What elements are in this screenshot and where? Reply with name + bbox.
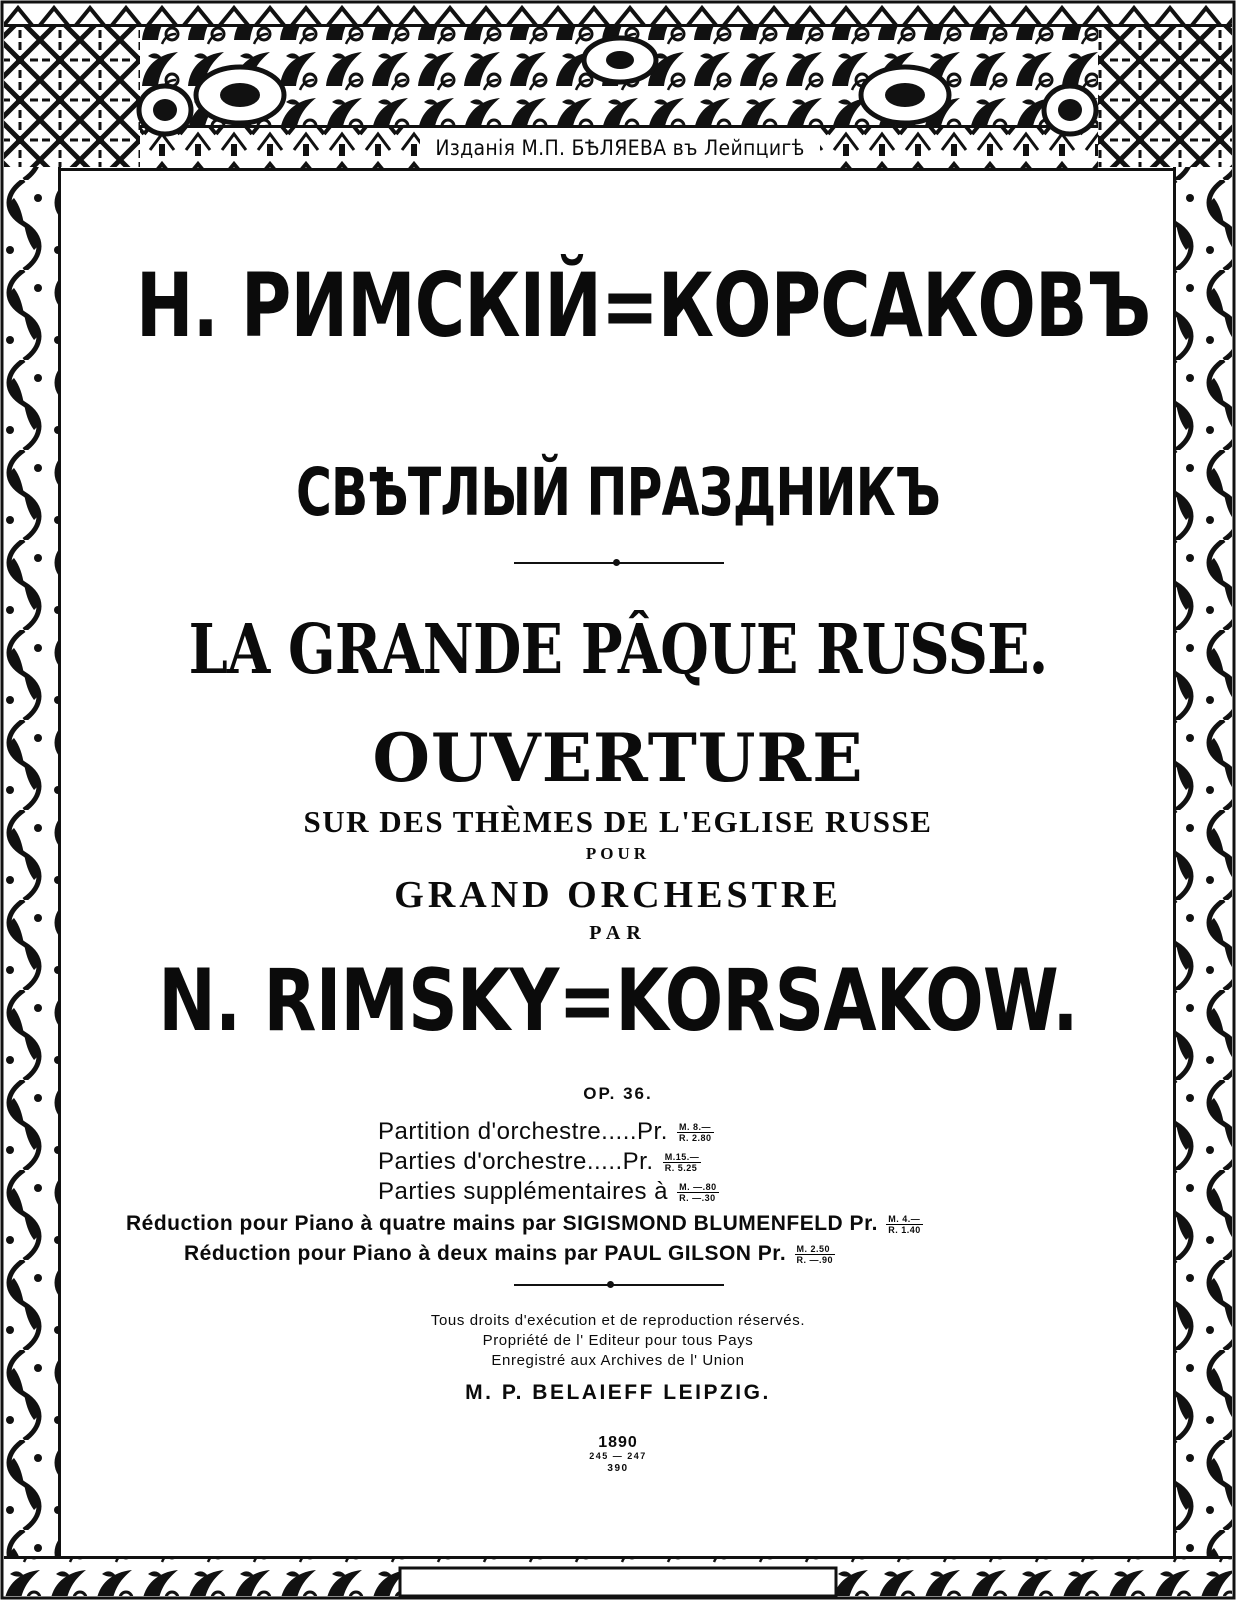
- registration-notice: Enregistré aux Archives de l' Union: [491, 1352, 745, 1369]
- pour-label: POUR: [585, 844, 651, 863]
- price-row: [378, 1178, 719, 1206]
- price-fraction: [677, 1182, 719, 1203]
- price-fraction: [886, 1214, 923, 1235]
- divider-rule: [514, 1284, 724, 1286]
- price-row: [184, 1240, 835, 1268]
- work-title-russian: СВѢТЛЫЙ ПРАЗДНИКЪ: [295, 454, 941, 531]
- price-label: Parties supplémentaires à: [378, 1178, 668, 1205]
- price-marks: M. 2.50: [795, 1244, 836, 1255]
- price-row: [378, 1148, 701, 1176]
- property-notice: Propriété de l' Editeur pour tous Pays: [482, 1332, 754, 1349]
- price-fraction: [663, 1152, 702, 1173]
- price-fraction: [677, 1122, 714, 1143]
- price-label: Partition d'orchestre.....Pr.: [378, 1118, 668, 1145]
- plate-number: 245 — 247: [589, 1451, 647, 1461]
- composer-name-russian: Н. РИМСКІЙ=КОРСАКОВЪ: [135, 254, 1151, 357]
- composer-name-french: N. RIMSKY=KORSAKOW.: [158, 951, 1078, 1051]
- opus-number: OP. 36.: [583, 1084, 653, 1103]
- work-subtitle: SUR DES THÈMES DE L'EGLISE RUSSE: [303, 804, 933, 839]
- price-label: Réduction pour Piano à quatre mains par SIGISMOND BLUMENFELD Pr.: [126, 1212, 878, 1235]
- publisher-name: M. P. BELAIEFF LEIPZIG.: [465, 1381, 771, 1404]
- price-roubles: R. —.30: [679, 1193, 716, 1204]
- divider-dot: [607, 1281, 614, 1288]
- price-roubles: R. —.90: [796, 1254, 834, 1265]
- par-label: PAR: [589, 922, 647, 944]
- price-roubles: R. 5.25: [664, 1163, 698, 1174]
- price-marks: M.15.—: [664, 1152, 700, 1163]
- price-row: [126, 1210, 923, 1238]
- rights-notice: Tous droits d'exécution et de reproduction réservés.: [430, 1312, 806, 1329]
- price-marks: M. 8.—: [677, 1122, 714, 1133]
- ensemble-label: GRAND ORCHESTRE: [394, 874, 842, 916]
- price-roubles: R. 1.40: [888, 1224, 921, 1235]
- publication-year: 1890: [598, 1434, 638, 1451]
- price-roubles: R. 2.80: [679, 1133, 712, 1144]
- work-title-french: LA GRANDE PÂQUE RUSSE.: [188, 610, 1048, 690]
- price-row: [378, 1118, 714, 1146]
- price-label: Parties d'orchestre.....Pr.: [378, 1148, 654, 1175]
- price-marks: M. 4.—: [886, 1214, 923, 1225]
- price-marks: M. —.80: [679, 1182, 717, 1193]
- price-fraction: [795, 1244, 836, 1265]
- work-form: OUVERTURE: [372, 719, 864, 797]
- divider-dot: [613, 559, 620, 566]
- price-label: Réduction pour Piano à deux mains par PAUL GILSON Pr.: [184, 1242, 787, 1265]
- plate-number: 390: [607, 1463, 629, 1474]
- publisher-label: Изданія М.П. БѢЛЯЕВА въ Лейпцигѣ: [420, 131, 820, 165]
